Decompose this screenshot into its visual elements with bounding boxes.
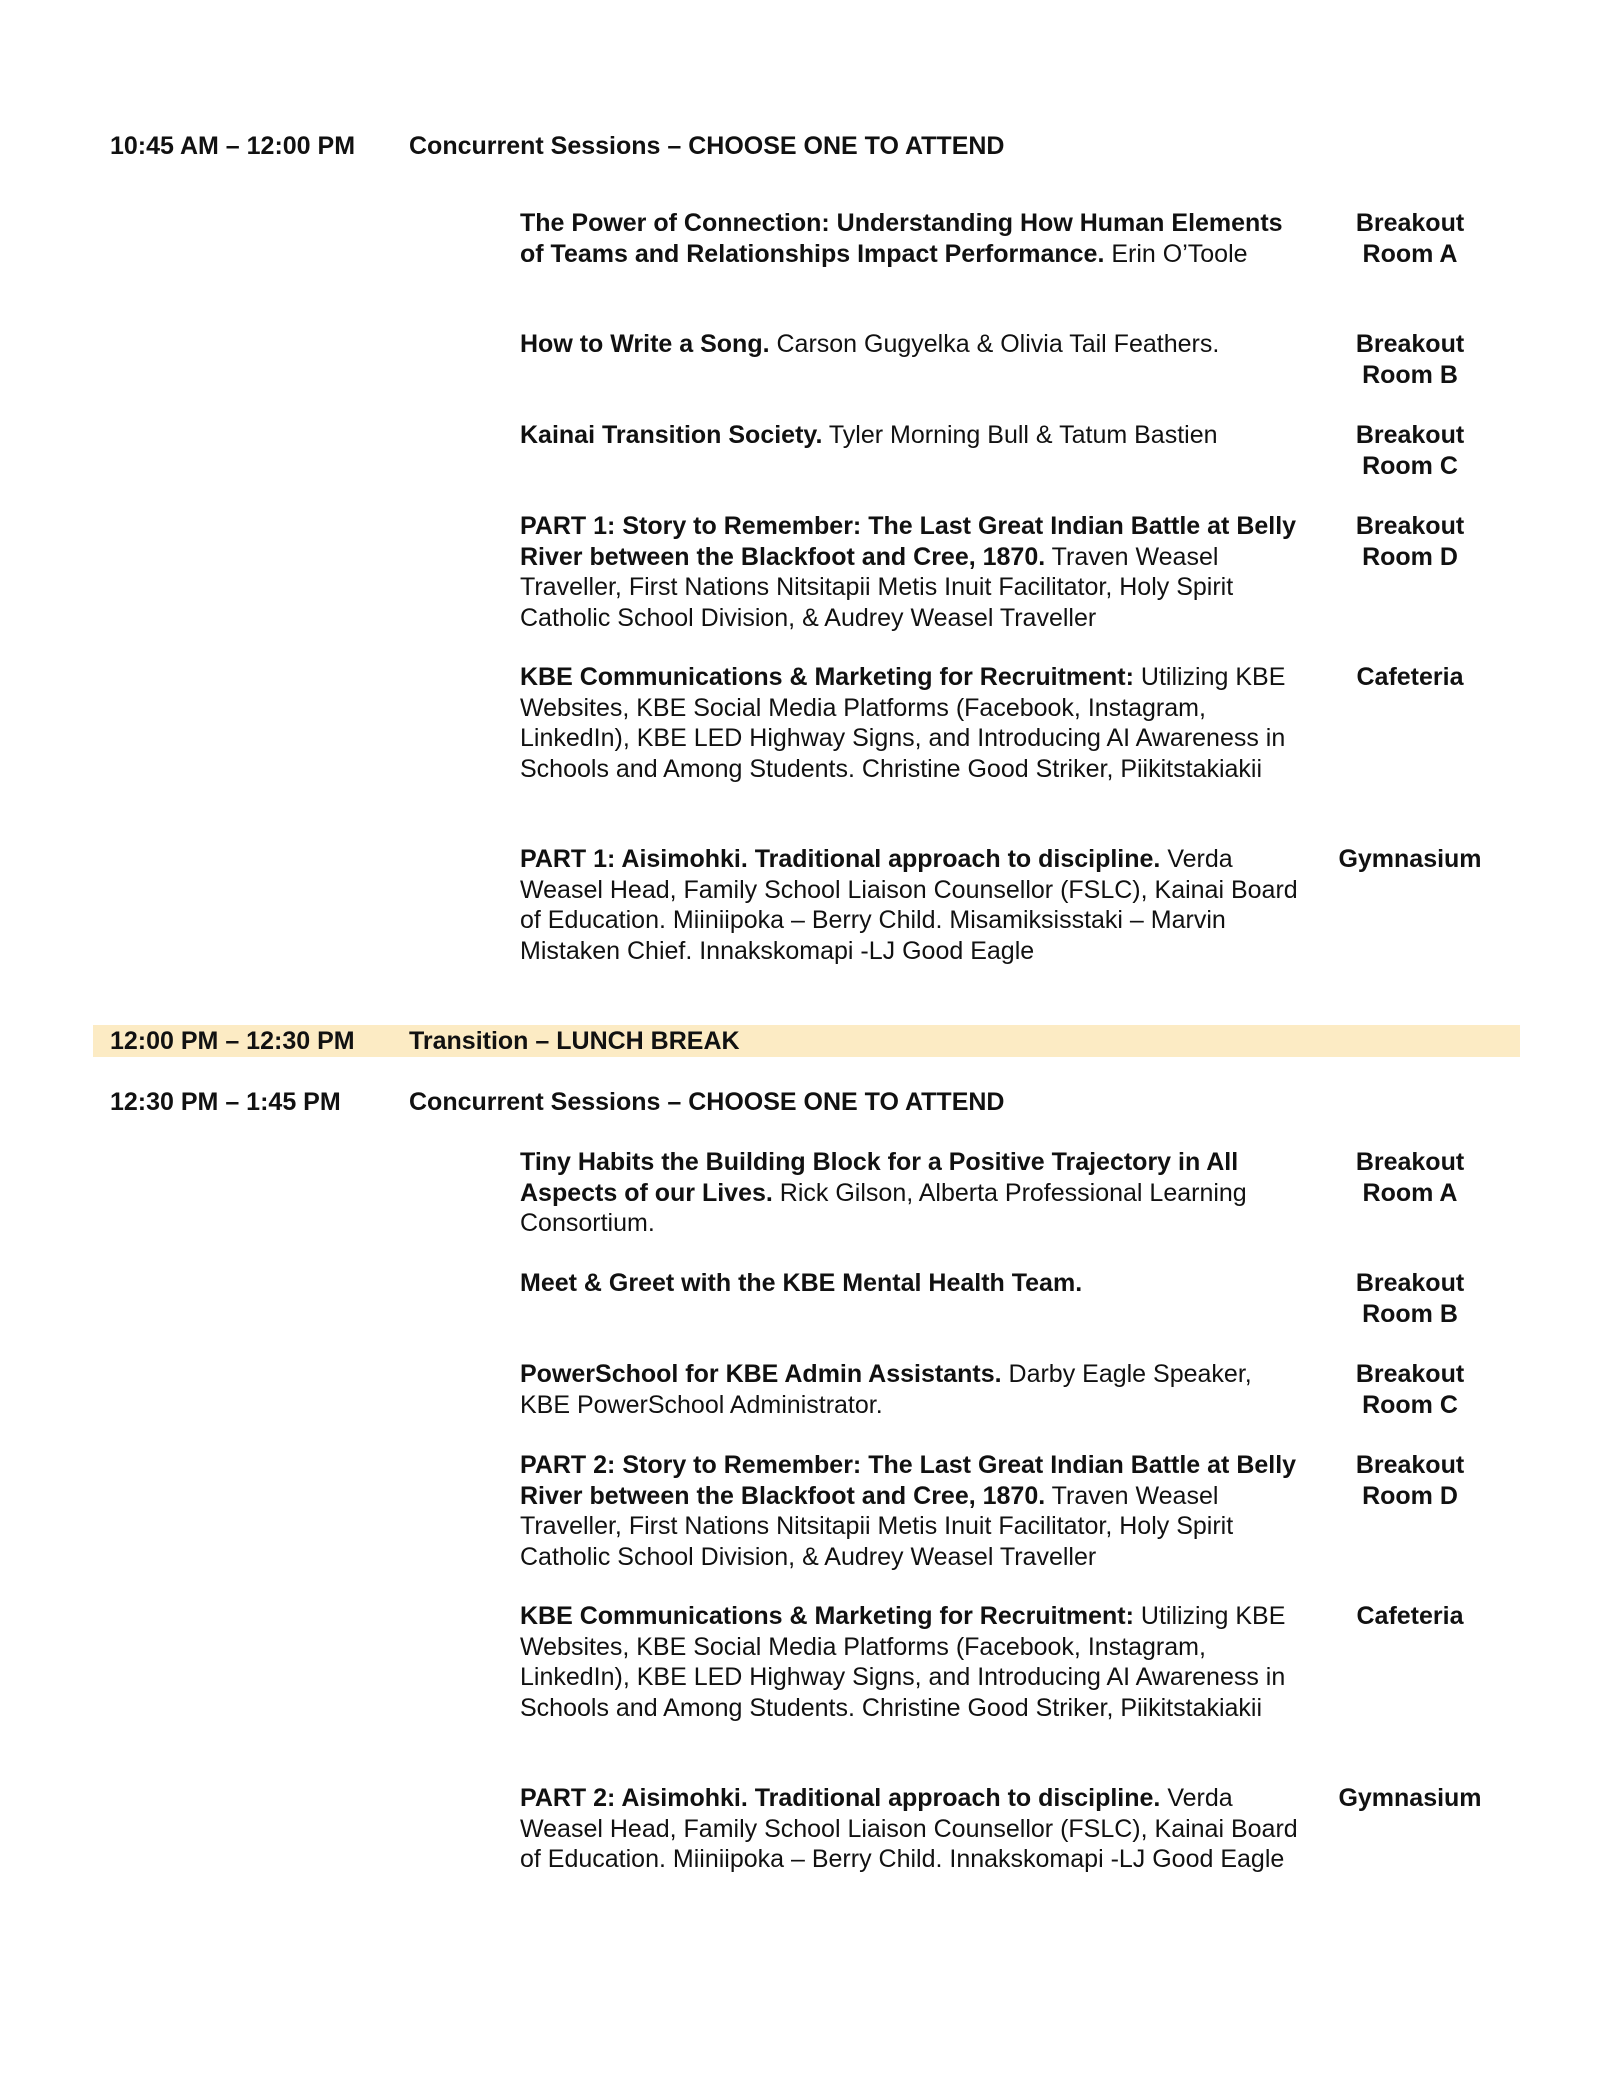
lunch-break-bar [93,1025,1520,1057]
session-room: Breakout Room A [1355,209,1465,268]
session-title: PART 1: Story to Remember: The Last Great Indian Battle at Belly River between the Blackfoot and Cree, 1870. [520,512,1297,571]
session-room: Cafeteria [1356,663,1464,691]
time-slot: 12:30 PM – 1:45 PM [110,1088,341,1116]
session-title: The Power of Connection: Understanding How Human Elements of Teams and Relationships Impact Performance. [520,209,1283,268]
session-presenters: Verda Weasel Head, Family School Liaison Counsellor (FSLC), Kainai Board of Education. Miiniipoka – Berry Child. Misamiksisstaki – Marvin Mistaken Chief. Innakskomapi -LJ Good Eagle [520,845,1298,965]
time-slot: 12:00 PM – 12:30 PM [110,1027,355,1055]
session-title: PART 2: Aisimohki. Traditional approach to discipline. [520,1784,1161,1812]
session-title: Kainai Transition Society. [520,421,823,449]
session-entry [520,420,1300,451]
session-presenters: Darby Eagle Speaker, KBE PowerSchool Administrator. [520,1360,1252,1419]
session-title: PowerSchool for KBE Admin Assistants. [520,1360,1002,1388]
session-presenters: Rick Gilson, Alberta Professional Learning Consortium. [520,1178,1247,1237]
session-presenters: Carson Gugyelka & Olivia Tail Feathers. [769,330,1220,358]
session-room: Gymnasium [1338,845,1482,873]
session-entry [520,208,1300,269]
session-room: Breakout Room D [1355,512,1465,571]
session-room: Breakout Room B [1355,330,1465,389]
block-title: Concurrent Sessions – CHOOSE ONE TO ATTEND [409,1088,1005,1116]
session-entry [520,1783,1300,1875]
session-entry [520,844,1300,966]
session-title: Tiny Habits the Building Block for a Positive Trajectory in All Aspects of our Lives. [520,1148,1239,1207]
time-block-header [93,1086,1520,1118]
session-room: Cafeteria [1356,1602,1464,1630]
block-title: Transition – LUNCH BREAK [409,1027,740,1055]
session-entry [520,329,1300,360]
session-presenters: Traven Weasel Traveller, First Nations Nitsitapii Metis Inuit Facilitator, Holy Spirit Catholic School Division, & Audrey Weasel Traveller [520,542,1234,632]
session-presenters: Erin O’Toole [1104,239,1248,268]
session-entry [520,1147,1300,1239]
session-presenters: Utilizing KBE Websites, KBE Social Media Platforms (Facebook, Instagram, LinkedIn), KBE LED Highway Signs, and Introducing AI Awareness in Schools and Among Students. Christine Good Striker, Piikitstakiakii [520,663,1286,783]
session-presenters: Traven Weasel Traveller, First Nations Nitsitapii Metis Inuit Facilitator, Holy Spirit Catholic School Division, & Audrey Weasel Traveller [520,1481,1234,1571]
session-room: Breakout Room A [1355,1148,1465,1207]
session-presenters: Verda Weasel Head, Family School Liaison Counsellor (FSLC), Kainai Board of Education. Miiniipoka – Berry Child. Innakskomapi -LJ Good Eagle [520,1784,1298,1873]
session-entry [520,1450,1300,1572]
session-entry [520,662,1300,784]
time-slot: 10:45 AM – 12:00 PM [110,132,356,160]
session-room: Breakout Room B [1355,1269,1465,1328]
session-entry [520,1601,1300,1723]
session-entry [520,1359,1300,1420]
session-entry [520,1268,1300,1299]
session-presenters: Utilizing KBE Websites, KBE Social Media Platforms (Facebook, Instagram, LinkedIn), KBE LED Highway Signs, and Introducing AI Awareness in Schools and Among Students. Christine Good Striker, Piikitstakiakii [520,1602,1286,1722]
session-title: KBE Communications & Marketing for Recruitment: [520,1602,1134,1630]
session-title: How to Write a Song. [520,330,770,358]
time-block-header [93,130,1520,162]
session-title: KBE Communications & Marketing for Recruitment: [520,663,1134,691]
session-room: Breakout Room C [1355,421,1465,480]
session-room: Gymnasium [1338,1784,1482,1812]
session-presenters: Tyler Morning Bull & Tatum Bastien [822,421,1218,449]
session-room: Breakout Room D [1355,1451,1465,1510]
session-title: PART 2: Story to Remember: The Last Great Indian Battle at Belly River between the Blackfoot and Cree, 1870. [520,1451,1297,1510]
session-title: Meet & Greet with the KBE Mental Health Team. [520,1269,1083,1297]
block-title: Concurrent Sessions – CHOOSE ONE TO ATTEND [409,132,1005,160]
session-room: Breakout Room C [1355,1360,1465,1419]
session-title: PART 1: Aisimohki. Traditional approach to discipline. [520,845,1161,873]
session-entry [520,511,1300,633]
